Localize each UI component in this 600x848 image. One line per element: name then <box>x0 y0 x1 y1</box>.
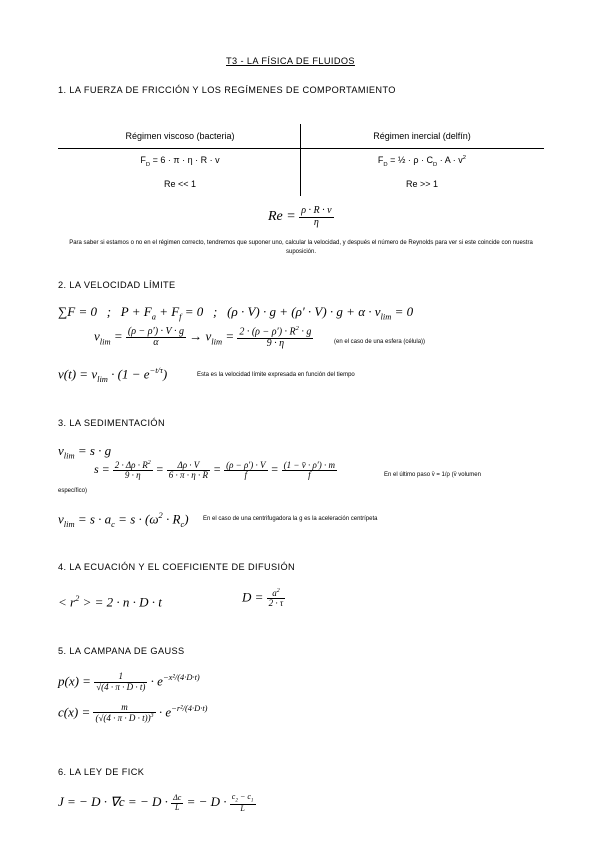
section-heading-5: 5. LA CAMPANA DE GAUSS <box>58 646 185 656</box>
section-heading-4: 4. LA ECUACIÓN Y EL COEFICIENTE DE DIFUSIÓN <box>58 562 296 572</box>
section-heading-3: 3. LA SEDIMENTACIÓN <box>58 418 165 428</box>
page-title: T3 - LA FÍSICA DE FLUIDOS <box>226 56 355 66</box>
reynolds-fraction <box>299 206 333 228</box>
table-vertical-divider <box>300 124 301 196</box>
table-right-header: Régimen inercial (delfín) <box>373 131 471 141</box>
last-step-note-continued: específico) <box>58 488 88 494</box>
reynolds-note: Para saber si estamos o no en el régimen correcto, tendremos que suponer uno, calcular la velocidad, y después el número de Reynolds para ver si este coincide con nuestra suposición. <box>69 240 533 255</box>
sedimentation-equation-1: $v_{lim} = s \cdot g$ <box>58 443 112 461</box>
velocity-time-equation: $v(t) = v_{lim} \cdot (1 - e^{-t/\tau})$ <box>58 365 168 384</box>
sphere-note: (en el caso de una esfera (célula)) <box>334 339 426 345</box>
gauss-1d-equation: p(x) = $\frac{1}{√(4 \cdot \pi \cdot D \cdot t)}$ · $e^{-x^2/(4\cdot D\cdot t)}$ <box>58 671 200 692</box>
reynolds-denominator: η <box>313 216 319 228</box>
section-heading-6: 6. LA LEY DE FICK <box>58 767 145 777</box>
section-heading-2: 2. LA VELOCIDAD LÍMITE <box>58 280 176 290</box>
table-horizontal-divider <box>58 148 544 149</box>
table-right-re: Re >> 1 <box>405 179 439 189</box>
sedimentation-coefficient-equation: s = $\frac{2 \cdot \Delta\rho \cdot R^2}{9 \cdot \eta}$ = $\frac{\Delta\rho \cdot V}{6 \cdot \pi \cdot \eta \cdot R}$ = $\frac{(\rho - \rho') \cdot V}{f}$ = $\frac{(1 - v̄ \cdot \rho') \cdot m}{f}$ <box>94 459 335 481</box>
diffusion-coefficient-equation: D = $\frac{a^2}{2 \cdot \tau}$ <box>242 588 284 609</box>
reynolds-lhs: Re = <box>268 209 296 225</box>
centrifuge-note: En el caso de una centrifugadora la g es la aceleración centrípeta <box>203 516 378 522</box>
velocity-time-note: Esta es la velocidad límite expresada en función del tiempo <box>197 372 355 378</box>
reynolds-numerator: ρ · R · v <box>301 205 332 216</box>
table-left-header: Régimen viscoso (bacteria) <box>125 131 235 141</box>
centrifuge-equation: $v_{lim} = s \cdot a_c = s \cdot (\omega^2 \cdot R_c)$ <box>58 510 189 529</box>
gauss-3d-equation: c(x) = $\frac{m}{(√(4 \cdot \pi \cdot D \cdot t))^3}$ · $e^{-r^2/(4\cdot D\cdot t)}$ <box>58 702 208 724</box>
terminal-velocity-equation: $v_{lim}$ = $\frac{(\rho - \rho') \cdot V \cdot g}{\alpha}$ → $v_{lim}$ = $\frac{2 \cdot (\rho - \rho') \cdot R^2 \cdot g}{9 \cdot \eta}$ <box>94 325 312 349</box>
fick-law-equation: J = − D · ∇c = − D · $\frac{\Delta c}{L}$ = − D · $\frac{c_2 - c_1}{L}$ <box>58 792 254 814</box>
table-right-formula: $F_D$ = ½ · $\rho \cdot C_D \cdot A \cdot v^2$ <box>377 155 467 168</box>
reynolds-equation <box>268 206 334 228</box>
table-left-re: Re << 1 <box>163 179 197 189</box>
section-heading-1: 1. LA FUERZA DE FRICCIÓN Y LOS REGÍMENES DE COMPORTAMIENTO <box>58 85 396 95</box>
force-balance-equation: ∑F = 0 ; $P + F_a + F_f = 0$ ; $(\rho \cdot V) \cdot g + (\rho' \cdot V) \cdot g + \alpha \cdot v_{lim} = 0$ <box>58 304 414 322</box>
mean-square-displacement-equation: < $r^2$ > = 2 · n · D · t <box>58 593 162 610</box>
table-left-formula: $F_D = 6 \cdot \pi \cdot \eta \cdot R \cdot v$ <box>140 155 220 168</box>
last-step-note: En el último paso v̄ = 1/ρ (v̄ volumen <box>384 472 481 478</box>
